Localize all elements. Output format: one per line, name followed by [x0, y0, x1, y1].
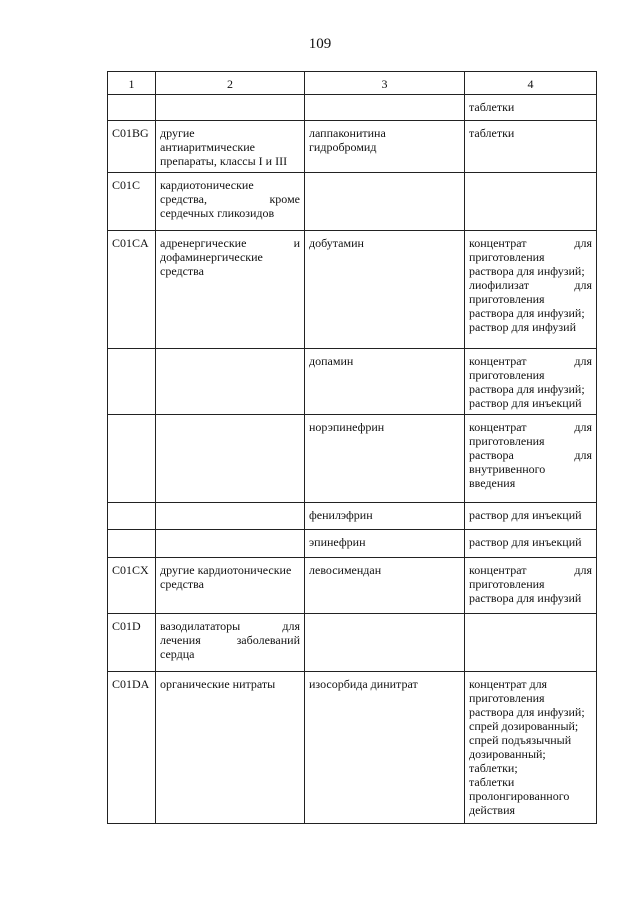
cell-line: приготовления	[469, 368, 545, 382]
cell-group	[156, 95, 305, 121]
cell-forms	[465, 672, 597, 824]
cell-substance	[305, 173, 465, 231]
cell-group	[156, 614, 305, 672]
cell-line: антиаритмические	[160, 140, 255, 154]
cell-line: таблетки	[469, 775, 515, 789]
cell-line: фенилэфрин	[309, 508, 373, 522]
cell-group	[156, 558, 305, 614]
cell-line: раствор для инъекций	[469, 508, 582, 522]
cell-line: левосимендан	[309, 563, 382, 577]
cell-code	[108, 415, 156, 503]
cell-line: дозированный;	[469, 747, 546, 761]
table-row	[108, 614, 597, 672]
cell-line: кардиотонические	[160, 178, 254, 192]
cell-forms	[465, 530, 597, 558]
table-row	[108, 503, 597, 530]
cell-substance	[305, 672, 465, 824]
cell-line: другие кардиотонические	[160, 563, 292, 577]
cell-line: раствора для инфузий;	[469, 306, 585, 320]
cell-line: раствор для инъекций	[469, 535, 582, 549]
header-row	[108, 72, 597, 95]
cell-group	[156, 672, 305, 824]
cell-code	[108, 530, 156, 558]
cell-line: пролонгированного	[469, 789, 570, 803]
cell-forms	[465, 349, 597, 415]
table-row	[108, 415, 597, 503]
cell-line: раствора для инфузий;	[469, 382, 585, 396]
cell-group	[156, 231, 305, 349]
cell-line: допамин	[309, 354, 354, 368]
cell-substance	[305, 349, 465, 415]
cell-line: концентрат для	[469, 563, 592, 577]
cell-line: приготовления	[469, 250, 545, 264]
cell-code: C01DA	[108, 672, 156, 824]
cell-forms	[465, 173, 597, 231]
cell-line: раствора для инфузий	[469, 591, 582, 605]
cell-substance	[305, 95, 465, 121]
cell-line: раствора для	[469, 448, 592, 462]
cell-line: раствор для инфузий	[469, 320, 576, 334]
table-row	[108, 121, 597, 173]
table-row	[108, 530, 597, 558]
cell-substance	[305, 530, 465, 558]
header-cell: 2	[156, 72, 305, 95]
page-number: 109	[308, 36, 332, 52]
cell-forms	[465, 558, 597, 614]
cell-line: раствора для инфузий;	[469, 264, 585, 278]
drug-list-table	[107, 71, 597, 824]
cell-substance	[305, 121, 465, 173]
cell-line: средства	[160, 577, 205, 591]
header-cell: 1	[108, 72, 156, 95]
table-row	[108, 95, 597, 121]
cell-forms	[465, 415, 597, 503]
cell-line: эпинефрин	[309, 535, 366, 549]
cell-substance	[305, 231, 465, 349]
cell-line: таблетки;	[469, 761, 518, 775]
cell-line: концентрат для	[469, 354, 592, 368]
cell-line: средства	[160, 264, 205, 278]
cell-line: концентрат для	[469, 420, 592, 434]
table-row	[108, 349, 597, 415]
table-row	[108, 173, 597, 231]
cell-code: C01CX	[108, 558, 156, 614]
cell-forms	[465, 231, 597, 349]
cell-code	[108, 503, 156, 530]
cell-line: приготовления	[469, 577, 545, 591]
cell-substance	[305, 415, 465, 503]
cell-forms	[465, 614, 597, 672]
cell-line: добутамин	[309, 236, 364, 250]
cell-substance	[305, 558, 465, 614]
cell-line: лаппаконитина	[309, 126, 386, 140]
cell-line: изосорбида динитрат	[309, 677, 418, 691]
cell-line: введения	[469, 476, 516, 490]
cell-group	[156, 121, 305, 173]
cell-code: C01C	[108, 173, 156, 231]
cell-code: C01BG	[108, 121, 156, 173]
cell-line: препараты, классы I и III	[160, 154, 288, 168]
cell-line: раствор для инъекций	[469, 396, 582, 410]
cell-line: дофаминергические	[160, 250, 263, 264]
cell-group	[156, 530, 305, 558]
cell-line: лиофилизат для	[469, 278, 592, 292]
cell-line: другие	[160, 126, 195, 140]
cell-line: сердца	[160, 647, 195, 661]
cell-forms	[465, 121, 597, 173]
cell-code: C01D	[108, 614, 156, 672]
cell-line: гидробромид	[309, 140, 377, 154]
cell-code	[108, 95, 156, 121]
cell-forms	[465, 95, 597, 121]
cell-line: раствора для инфузий;	[469, 705, 585, 719]
table-row	[108, 672, 597, 824]
cell-line: таблетки	[469, 126, 515, 140]
cell-group	[156, 415, 305, 503]
cell-line: концентрат для	[469, 236, 592, 250]
header-cell: 4	[465, 72, 597, 95]
cell-line: приготовления	[469, 434, 545, 448]
cell-line: сердечных гликозидов	[160, 206, 275, 220]
cell-code: C01CA	[108, 231, 156, 349]
cell-forms	[465, 503, 597, 530]
cell-line: концентрат для	[469, 677, 548, 691]
cell-group	[156, 173, 305, 231]
cell-line: таблетки	[469, 100, 515, 114]
cell-line: органические нитраты	[160, 677, 276, 691]
cell-substance	[305, 614, 465, 672]
cell-group	[156, 503, 305, 530]
cell-substance	[305, 503, 465, 530]
cell-line: норэпинефрин	[309, 420, 385, 434]
table-row	[108, 231, 597, 349]
cell-line: приготовления	[469, 292, 545, 306]
cell-line: приготовления	[469, 691, 545, 705]
cell-line: адренергические и	[160, 236, 300, 250]
cell-group	[156, 349, 305, 415]
table-row	[108, 558, 597, 614]
cell-line: внутривенного	[469, 462, 546, 476]
header-cell: 3	[305, 72, 465, 95]
cell-line: спрей дозированный;	[469, 719, 579, 733]
cell-code	[108, 349, 156, 415]
cell-line: спрей подъязычный	[469, 733, 572, 747]
cell-line: лечения заболеваний	[160, 633, 300, 647]
cell-line: средства, кроме	[160, 192, 300, 206]
cell-line: вазодилататоры для	[160, 619, 300, 633]
cell-line: действия	[469, 803, 516, 817]
